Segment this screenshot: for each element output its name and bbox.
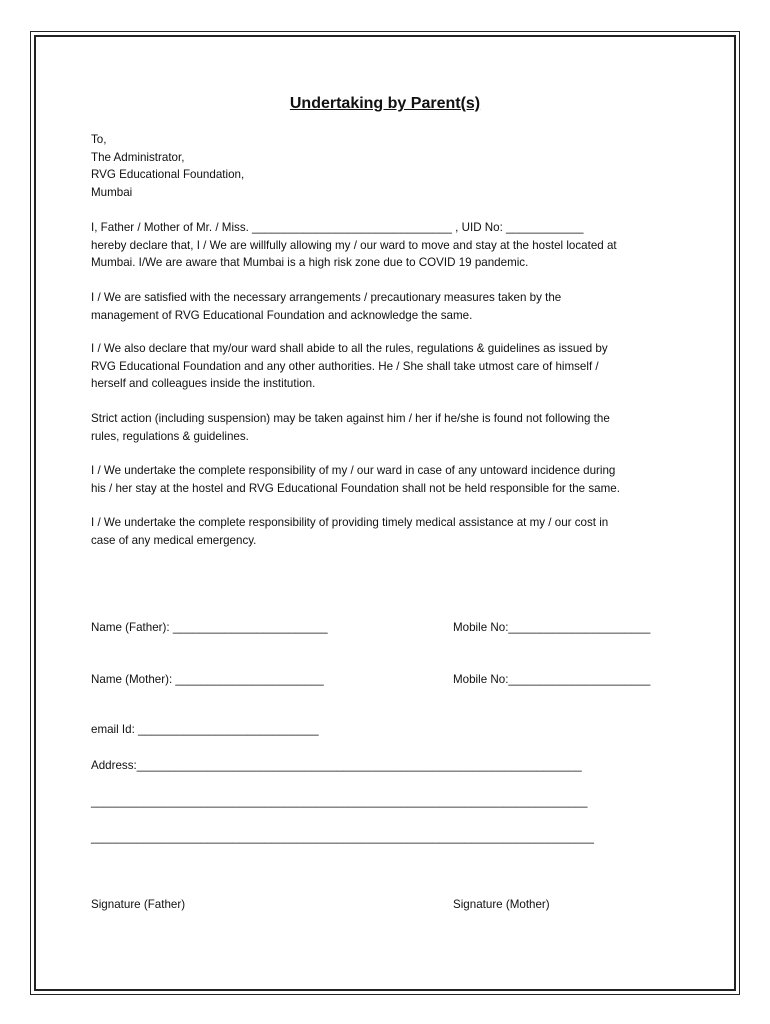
document-title: Undertaking by Parent(s) [289, 95, 481, 112]
paragraph-medical-line-2: case of any medical emergency. [91, 533, 257, 547]
paragraph-responsibility-line-2: his / her stay at the hostel and RVG Educational Foundation shall not be held responsible for the same. [91, 481, 620, 495]
name-father-field[interactable]: Name (Father): ________________________ [91, 621, 328, 634]
address-line-to: To, [91, 133, 107, 146]
mobile-mother-field[interactable]: Mobile No:______________________ [453, 673, 651, 686]
address-line-administrator: The Administrator, [91, 150, 185, 164]
paragraph-strict-action-line-1: Strict action (including suspension) may be taken against him / her if he/she is found not following the [91, 412, 610, 425]
declaration-line-3: Mumbai. I/We are aware that Mumbai is a high risk zone due to COVID 19 pandemic. [91, 256, 529, 269]
mobile-father-field[interactable]: Mobile No:______________________ [453, 621, 651, 634]
declaration-line-2: hereby declare that, I / We are willfully allowing my / our ward to move and stay at the hostel located at [91, 238, 617, 252]
address-field-line-3[interactable]: ______________________________________________________________________________ [91, 831, 594, 844]
paragraph-arrangements-line-1: I / We are satisfied with the necessary arrangements / precautionary measures taken by the [91, 291, 562, 304]
paragraph-rules-line-3: herself and colleagues inside the institution. [91, 377, 316, 390]
paragraph-arrangements-line-2: management of RVG Educational Foundation and acknowledge the same. [91, 308, 473, 322]
paragraph-rules-line-1: I / We also declare that my/our ward shall abide to all the rules, regulations & guidelines as issued by [91, 342, 608, 355]
paragraph-responsibility-line-1: I / We undertake the complete responsibility of my / our ward in case of any untoward incidence during [91, 464, 616, 477]
signature-mother-label: Signature (Mother) [453, 898, 550, 911]
paragraph-rules-line-2: RVG Educational Foundation and any other authorities. He / She shall take utmost care of himself / [91, 359, 599, 373]
paragraph-medical-line-1: I / We undertake the complete responsibility of providing timely medical assistance at my / our cost in [91, 516, 609, 529]
email-field[interactable]: email Id: ____________________________ [91, 723, 319, 736]
address-field[interactable]: Address:_____________________________________________________________________ [91, 759, 582, 772]
signature-father-label: Signature (Father) [91, 898, 186, 911]
address-field-line-2[interactable]: _____________________________________________________________________________ [91, 795, 588, 808]
address-line-city: Mumbai [91, 185, 133, 199]
declaration-line-1: I, Father / Mother of Mr. / Miss. _______________________________ , UID No: ____________ [91, 221, 584, 234]
address-line-foundation: RVG Educational Foundation, [91, 168, 245, 181]
paragraph-strict-action-line-2: rules, regulations & guidelines. [91, 429, 249, 443]
name-mother-field[interactable]: Name (Mother): _______________________ [91, 673, 324, 686]
